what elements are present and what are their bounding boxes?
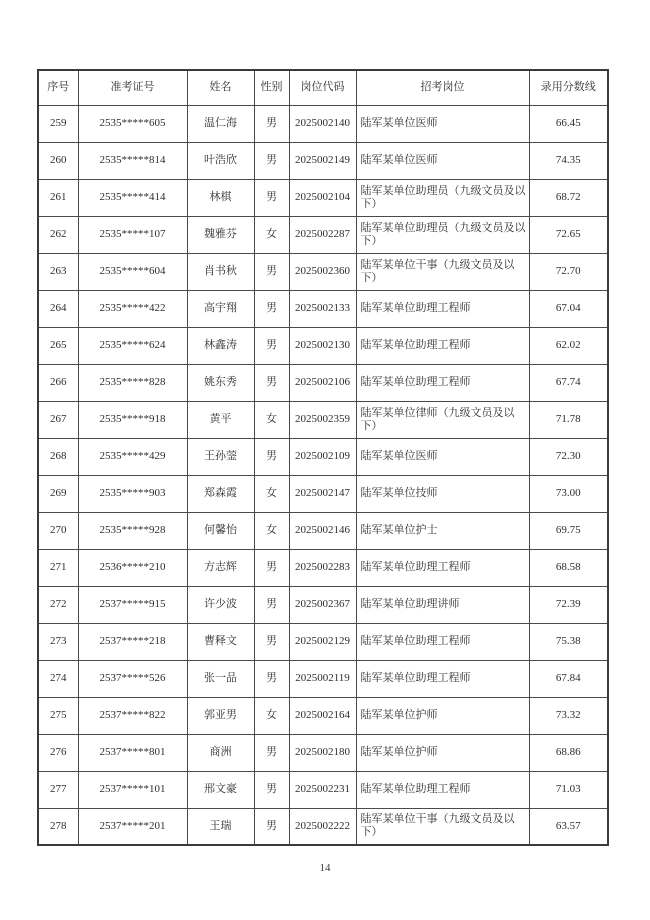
cell-score: 73.00 <box>529 475 608 512</box>
cell-position: 陆军某单位助理工程师 <box>356 623 529 660</box>
cell-code: 2025002104 <box>289 179 356 216</box>
cell-code: 2025002147 <box>289 475 356 512</box>
cell-score: 67.74 <box>529 364 608 401</box>
cell-position: 陆军某单位医师 <box>356 142 529 179</box>
table-row <box>38 808 608 845</box>
table-row <box>38 475 608 512</box>
table-row <box>38 327 608 364</box>
cell-gender: 男 <box>254 253 289 290</box>
cell-ticket: 2535*****814 <box>78 142 187 179</box>
cell-score: 74.35 <box>529 142 608 179</box>
column-header-position: 招考岗位 <box>356 70 529 105</box>
cell-ticket: 2537*****526 <box>78 660 187 697</box>
cell-code: 2025002106 <box>289 364 356 401</box>
cell-code: 2025002359 <box>289 401 356 438</box>
cell-ticket: 2537*****218 <box>78 623 187 660</box>
cell-code: 2025002130 <box>289 327 356 364</box>
table-header-row <box>38 70 608 105</box>
cell-gender: 男 <box>254 549 289 586</box>
cell-index: 265 <box>38 327 78 364</box>
cell-ticket: 2537*****822 <box>78 697 187 734</box>
cell-position: 陆军某单位助理员（九级文员及以下） <box>356 179 529 216</box>
cell-name: 黄平 <box>187 401 254 438</box>
cell-score: 68.86 <box>529 734 608 771</box>
cell-name: 姚东秀 <box>187 364 254 401</box>
cell-code: 2025002109 <box>289 438 356 475</box>
cell-gender: 女 <box>254 475 289 512</box>
cell-gender: 男 <box>254 586 289 623</box>
cell-gender: 女 <box>254 512 289 549</box>
cell-ticket: 2535*****903 <box>78 475 187 512</box>
cell-ticket: 2537*****915 <box>78 586 187 623</box>
cell-score: 75.38 <box>529 623 608 660</box>
cell-gender: 女 <box>254 216 289 253</box>
cell-gender: 男 <box>254 660 289 697</box>
cell-position: 陆军某单位医师 <box>356 438 529 475</box>
table-row <box>38 179 608 216</box>
table-row <box>38 438 608 475</box>
cell-gender: 男 <box>254 734 289 771</box>
cell-index: 268 <box>38 438 78 475</box>
cell-position: 陆军某单位助理工程师 <box>356 290 529 327</box>
cell-position: 陆军某单位助理工程师 <box>356 660 529 697</box>
cell-code: 2025002164 <box>289 697 356 734</box>
cell-score: 72.65 <box>529 216 608 253</box>
cell-score: 71.03 <box>529 771 608 808</box>
cell-index: 264 <box>38 290 78 327</box>
cell-index: 267 <box>38 401 78 438</box>
cell-code: 2025002146 <box>289 512 356 549</box>
cell-name: 何馨怡 <box>187 512 254 549</box>
cell-score: 71.78 <box>529 401 608 438</box>
cell-code: 2025002283 <box>289 549 356 586</box>
cell-gender: 男 <box>254 438 289 475</box>
cell-position: 陆军某单位护士 <box>356 512 529 549</box>
cell-code: 2025002133 <box>289 290 356 327</box>
cell-position: 陆军某单位助理工程师 <box>356 364 529 401</box>
cell-ticket: 2537*****801 <box>78 734 187 771</box>
cell-ticket: 2535*****605 <box>78 105 187 142</box>
table-row <box>38 549 608 586</box>
table-row <box>38 771 608 808</box>
cell-ticket: 2535*****422 <box>78 290 187 327</box>
cell-position: 陆军某单位助理工程师 <box>356 327 529 364</box>
cell-position: 陆军某单位医师 <box>356 105 529 142</box>
cell-name: 郭亚男 <box>187 697 254 734</box>
table-row <box>38 290 608 327</box>
cell-index: 266 <box>38 364 78 401</box>
column-header-gender: 性别 <box>254 70 289 105</box>
cell-ticket: 2535*****918 <box>78 401 187 438</box>
cell-index: 260 <box>38 142 78 179</box>
cell-code: 2025002231 <box>289 771 356 808</box>
table-row <box>38 105 608 142</box>
cell-code: 2025002149 <box>289 142 356 179</box>
column-header-code: 岗位代码 <box>289 70 356 105</box>
cell-score: 72.70 <box>529 253 608 290</box>
cell-score: 68.72 <box>529 179 608 216</box>
cell-code: 2025002222 <box>289 808 356 845</box>
table-row <box>38 401 608 438</box>
cell-gender: 女 <box>254 697 289 734</box>
cell-name: 高宇翔 <box>187 290 254 327</box>
cell-gender: 男 <box>254 290 289 327</box>
cell-name: 王孙蓥 <box>187 438 254 475</box>
cell-ticket: 2535*****107 <box>78 216 187 253</box>
column-header-index: 序号 <box>38 70 78 105</box>
cell-position: 陆军某单位助理工程师 <box>356 549 529 586</box>
cell-index: 273 <box>38 623 78 660</box>
cell-position: 陆军某单位律师（九级文员及以下） <box>356 401 529 438</box>
cell-score: 62.02 <box>529 327 608 364</box>
table-row <box>38 660 608 697</box>
cell-name: 商洲 <box>187 734 254 771</box>
cell-index: 271 <box>38 549 78 586</box>
cell-position: 陆军某单位技师 <box>356 475 529 512</box>
cell-ticket: 2537*****101 <box>78 771 187 808</box>
cell-name: 郑森霞 <box>187 475 254 512</box>
cell-ticket: 2535*****429 <box>78 438 187 475</box>
cell-gender: 男 <box>254 179 289 216</box>
cell-gender: 男 <box>254 771 289 808</box>
cell-position: 陆军某单位护师 <box>356 734 529 771</box>
column-header-score: 录用分数线 <box>529 70 608 105</box>
cell-score: 69.75 <box>529 512 608 549</box>
cell-index: 278 <box>38 808 78 845</box>
cell-gender: 男 <box>254 808 289 845</box>
cell-name: 林鑫涛 <box>187 327 254 364</box>
cell-name: 林棋 <box>187 179 254 216</box>
cell-gender: 男 <box>254 327 289 364</box>
cell-code: 2025002360 <box>289 253 356 290</box>
cell-score: 66.45 <box>529 105 608 142</box>
cell-code: 2025002287 <box>289 216 356 253</box>
cell-index: 259 <box>38 105 78 142</box>
cell-name: 肖书秋 <box>187 253 254 290</box>
table-row <box>38 586 608 623</box>
cell-name: 叶浩欣 <box>187 142 254 179</box>
cell-ticket: 2535*****828 <box>78 364 187 401</box>
table-row <box>38 512 608 549</box>
cell-code: 2025002180 <box>289 734 356 771</box>
cell-score: 73.32 <box>529 697 608 734</box>
cell-position: 陆军某单位护师 <box>356 697 529 734</box>
cell-ticket: 2537*****201 <box>78 808 187 845</box>
column-header-name: 姓名 <box>187 70 254 105</box>
cell-gender: 男 <box>254 105 289 142</box>
cell-gender: 女 <box>254 401 289 438</box>
cell-name: 许少波 <box>187 586 254 623</box>
table-body <box>38 105 608 845</box>
cell-position: 陆军某单位助理员（九级文员及以下） <box>356 216 529 253</box>
cell-index: 263 <box>38 253 78 290</box>
results-table <box>37 69 609 846</box>
column-header-ticket: 准考证号 <box>78 70 187 105</box>
table-row <box>38 142 608 179</box>
table-row <box>38 734 608 771</box>
cell-position: 陆军某单位助理讲师 <box>356 586 529 623</box>
table-row <box>38 364 608 401</box>
cell-score: 67.84 <box>529 660 608 697</box>
cell-score: 72.30 <box>529 438 608 475</box>
cell-index: 270 <box>38 512 78 549</box>
table-row <box>38 253 608 290</box>
cell-ticket: 2535*****928 <box>78 512 187 549</box>
cell-name: 魏雅芬 <box>187 216 254 253</box>
cell-index: 269 <box>38 475 78 512</box>
cell-ticket: 2536*****210 <box>78 549 187 586</box>
cell-name: 王瑞 <box>187 808 254 845</box>
cell-position: 陆军某单位干事（九级文员及以下） <box>356 253 529 290</box>
cell-code: 2025002119 <box>289 660 356 697</box>
cell-score: 63.57 <box>529 808 608 845</box>
cell-score: 68.58 <box>529 549 608 586</box>
cell-code: 2025002140 <box>289 105 356 142</box>
cell-index: 272 <box>38 586 78 623</box>
cell-score: 67.04 <box>529 290 608 327</box>
cell-index: 277 <box>38 771 78 808</box>
cell-name: 邢文豪 <box>187 771 254 808</box>
cell-code: 2025002367 <box>289 586 356 623</box>
cell-code: 2025002129 <box>289 623 356 660</box>
cell-name: 方志辉 <box>187 549 254 586</box>
cell-gender: 男 <box>254 364 289 401</box>
cell-index: 275 <box>38 697 78 734</box>
cell-gender: 男 <box>254 623 289 660</box>
page-number: 14 <box>319 862 331 874</box>
cell-gender: 男 <box>254 142 289 179</box>
cell-index: 274 <box>38 660 78 697</box>
cell-name: 张一品 <box>187 660 254 697</box>
table-row <box>38 216 608 253</box>
cell-position: 陆军某单位助理工程师 <box>356 771 529 808</box>
cell-index: 262 <box>38 216 78 253</box>
cell-index: 261 <box>38 179 78 216</box>
cell-ticket: 2535*****414 <box>78 179 187 216</box>
cell-ticket: 2535*****624 <box>78 327 187 364</box>
table-row <box>38 623 608 660</box>
cell-name: 曹释文 <box>187 623 254 660</box>
table-row <box>38 697 608 734</box>
cell-name: 温仁海 <box>187 105 254 142</box>
cell-ticket: 2535*****604 <box>78 253 187 290</box>
cell-score: 72.39 <box>529 586 608 623</box>
cell-position: 陆军某单位干事（九级文员及以下） <box>356 808 529 845</box>
cell-index: 276 <box>38 734 78 771</box>
